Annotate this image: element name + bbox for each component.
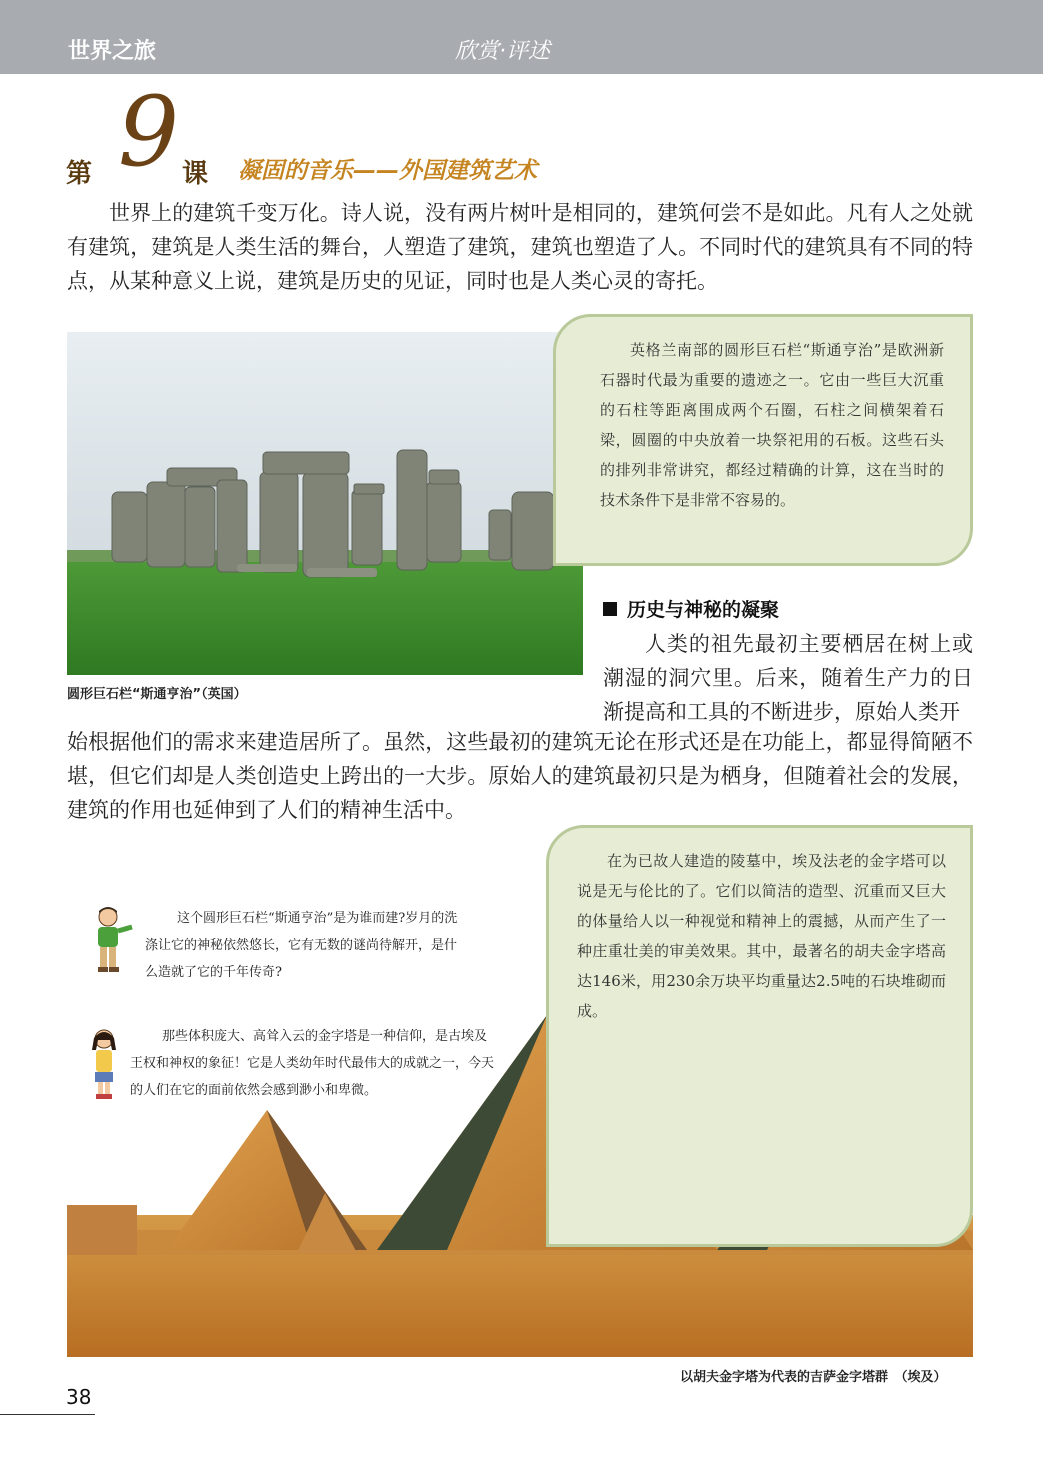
pyramids-caption: 以胡夫金字塔为代表的吉萨金字塔群 （埃及） <box>680 1370 947 1385</box>
section-heading-text: 历史与神秘的凝聚 <box>627 599 780 621</box>
stonehenge-note: 英格兰南部的圆形巨石栏“斯通亨治”是欧洲新石器时代最为重要的遗迹之一。它由一些巨大沉重的石柱等距离围成两个石圈，石柱之间横架着石梁，圆圈的中央放着一块祭祀用的石板。这些石头的排列非常讲究，都经过精确的计算，这在当时的技术条件下是非常不容易的。 <box>553 314 973 566</box>
lesson-number: 9 <box>118 76 180 188</box>
boy-illustration <box>90 905 134 975</box>
pyramids-note: 在为已故人建造的陵墓中，埃及法老的金字塔可以说是无与伦比的了。它们以简洁的造型、沉重而又巨大的体量给人以一种视觉和精神上的震撼，从而产生了一种庄重壮美的审美效果。其中，最著名的胡夫金字塔高达146米，用230余万块平均重量达2.5吨的石块堆砌而成。 <box>546 825 973 1247</box>
girl-illustration <box>88 1028 120 1100</box>
intro-paragraph: 世界上的建筑千变万化。诗人说，没有两片树叶是相同的，建筑何尝不是如此。凡有人之处就有建筑，建筑是人类生活的舞台，人塑造了建筑，建筑也塑造了人。不同时代的建筑具有不同的特点，从某种意义上说，建筑是历史的见证，同时也是人类心灵的寄托。 <box>67 201 973 293</box>
section-heading <box>603 595 779 622</box>
section-paragraph-right: 人类的祖先最初主要栖居在树上或潮湿的洞穴里。后来，随着生产力的日渐提高和工具的不断进步，原始人类开 <box>603 632 973 724</box>
section-title: 世界之旅 <box>68 39 157 64</box>
lesson-suffix: 课 <box>182 159 209 189</box>
girl-speech-text: 那些体积庞大、高耸入云的金字塔是一种信仰，是古埃及王权和神权的象征！它是人类幼年时代最伟大的成就之一，今天的人们在它的面前依然会感到渺小和卑微。 <box>130 1029 495 1098</box>
header-bar <box>0 0 1043 74</box>
stonehenge-caption: 圆形巨石栏“斯通亨治”（英国） <box>67 687 247 702</box>
square-bullet-icon <box>603 602 617 616</box>
boy-speech-text: 这个圆形巨石栏“斯通亨治”是为谁而建?岁月的洗涤让它的神秘依然悠长，它有无数的谜尚待解开，是什么造就了它的千年传奇? <box>145 911 458 980</box>
stonehenge-photo <box>67 332 583 675</box>
lesson-prefix: 第 <box>66 159 93 189</box>
page-number: 38 <box>66 1385 92 1409</box>
subsection-title: 欣赏·评述 <box>455 39 550 64</box>
lesson-title: 凝固的音乐——外国建筑艺术 <box>238 158 537 184</box>
page-number-rule <box>0 1414 95 1415</box>
section-paragraph-full: 始根据他们的需求来建造居所了。虽然，这些最初的建筑无论在形式还是在功能上，都显得简陋不堪，但它们却是人类创造史上跨出的一大步。原始人的建筑最初只是为栖身，但随着社会的发展，建筑的作用也延伸到了人们的精神生活中。 <box>67 730 973 822</box>
